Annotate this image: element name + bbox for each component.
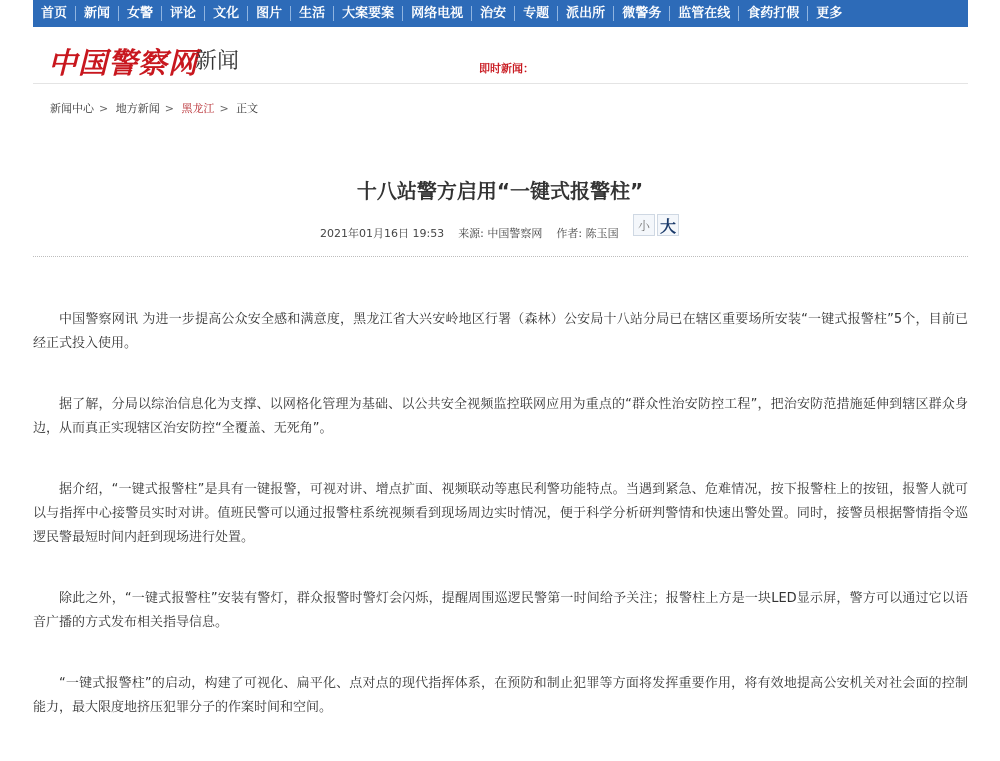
nav-item-pictures[interactable]: 图片 <box>248 6 291 21</box>
article-body <box>33 308 968 757</box>
breadcrumb-heilongjiang[interactable]: 黑龙江 <box>181 102 215 115</box>
nav-item-policewomen[interactable]: 女警 <box>119 6 162 21</box>
article-meta <box>320 225 633 241</box>
nav-item-home[interactable]: 首页 <box>33 6 76 21</box>
breadcrumb-separator: > <box>164 102 174 115</box>
article-paragraph: “一键式报警柱”的启动，构建了可视化、扁平化、点对点的现代指挥体系，在预防和制止犯罪等方面将发挥重要作用，将有效地提高公安机关对社会面的控制能力，最大限度地挤压犯罪分子的作案时间和空间。 <box>33 676 968 715</box>
article-source: 来源: 中国警察网 <box>458 227 543 240</box>
nav-item-commentary[interactable]: 评论 <box>162 6 205 21</box>
nav-item-public-security[interactable]: 治安 <box>472 6 515 21</box>
font-small-button[interactable]: 小 <box>633 214 655 236</box>
meta-divider <box>33 256 968 257</box>
nav-item-web-tv[interactable]: 网络电视 <box>403 6 472 21</box>
article-paragraph: 中国警察网讯 为进一步提高公众安全感和满意度，黑龙江省大兴安岭地区行署（森林）公安局十八站分局已在辖区重要场所安装“一键式报警柱”5个，目前已经正式投入使用。 <box>33 312 968 351</box>
nav-item-life[interactable]: 生活 <box>291 6 334 21</box>
article-title: 十八站警方启用“一键式报警柱” <box>356 179 644 203</box>
nav-item-micro-policing[interactable]: 微警务 <box>614 6 670 21</box>
font-size-switcher <box>633 214 681 236</box>
nav-item-food-drug[interactable]: 食药打假 <box>739 6 808 21</box>
nav-item-major-cases[interactable]: 大案要案 <box>334 6 403 21</box>
breadcrumb-local-news[interactable]: 地方新闻 <box>115 102 160 115</box>
breaking-news-label: 即时新闻： <box>479 62 534 75</box>
site-logo[interactable]: 中国警察网 <box>48 46 199 80</box>
top-nav <box>33 0 968 27</box>
publish-datetime: 2021年01月16日 19:53 <box>320 227 445 240</box>
breadcrumb <box>50 100 261 116</box>
nav-item-culture[interactable]: 文化 <box>205 6 248 21</box>
brand-bar <box>33 27 968 84</box>
section-title: 新闻 <box>195 49 240 74</box>
breadcrumb-separator: > <box>219 102 229 115</box>
breadcrumb-news-center[interactable]: 新闻中心 <box>50 102 94 115</box>
article-paragraph: 据了解，分局以综治信息化为支撑、以网格化管理为基础、以公共安全视频监控联网应用为重点的“群众性治安防控工程”，把治安防范措施延伸到辖区群众身边，从而真正实现辖区治安防控“全覆盖、无死角”。 <box>33 397 968 436</box>
article-author: 作者: 陈玉国 <box>556 227 619 240</box>
breadcrumb-separator: > <box>99 102 109 115</box>
nav-item-police-station[interactable]: 派出所 <box>558 6 614 21</box>
nav-item-more[interactable]: 更多 <box>816 6 843 21</box>
nav-item-topics[interactable]: 专题 <box>515 6 558 21</box>
nav-item-supervision-online[interactable]: 监管在线 <box>670 6 739 21</box>
article-paragraph: 据介绍，“一键式报警柱”是具有一键报警，可视对讲、增点扩面、视频联动等惠民利警功能特点。当遇到紧急、危难情况，按下报警柱上的按钮，报警人就可以与指挥中心接警员实时对讲。值班民警可以通过报警柱系统视频看到现场周边实时情况，便于科学分析研判警情和快速出警处置。同时，接警员根据警情指令巡逻民警最短时间内赶到现场进行处置。 <box>33 482 968 545</box>
article-paragraph: 除此之外，“一键式报警柱”安装有警灯，群众报警时警灯会闪烁，提醒周围巡逻民警第一时间给予关注；报警柱上方是一块LED显示屏，警方可以通过它以语音广播的方式发布相关指导信息。 <box>33 591 968 630</box>
font-big-button[interactable]: 大 <box>657 214 679 236</box>
nav-item-news[interactable]: 新闻 <box>76 6 119 21</box>
breadcrumb-current: 正文 <box>236 102 259 115</box>
